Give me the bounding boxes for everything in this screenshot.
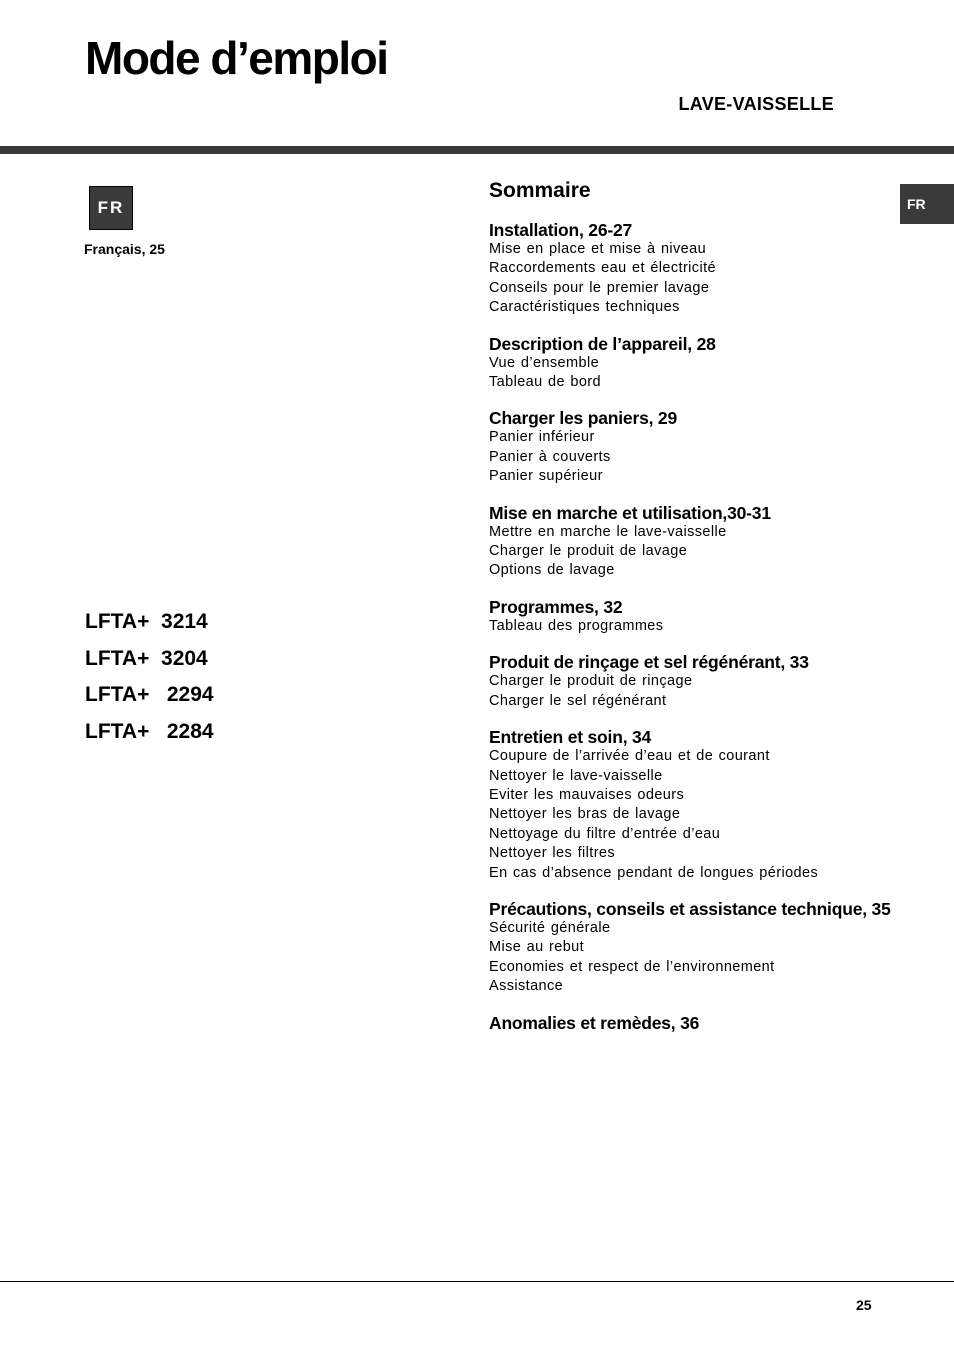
toc-section-title: Charger les paniers, 29 (489, 408, 677, 429)
toc-item: Charger le sel régénérant (489, 692, 667, 709)
toc-item: En cas d’absence pendant de longues périodes (489, 864, 819, 881)
toc-section (489, 1014, 929, 1033)
page-title: Mode d’emploi (85, 32, 388, 84)
language-caption: Français, 25 (84, 241, 165, 257)
language-badge: FR (89, 186, 133, 230)
toc-item: Nettoyer le lave-vaisselle (489, 767, 663, 784)
toc-section-title: Mise en marche et utilisation,30-31 (489, 502, 771, 523)
toc-section-title: Produit de rinçage et sel régénérant, 33 (489, 652, 809, 673)
toc-section (489, 335, 929, 393)
model-name: LFTA+ 3204 (85, 646, 208, 670)
toc-item: Sécurité générale (489, 919, 611, 936)
model-name: LFTA+ 3214 (85, 610, 208, 633)
toc-item: Tableau des programmes (489, 617, 664, 634)
language-side-tab: FR (900, 184, 954, 224)
toc-item: Eviter les mauvaises odeurs (489, 786, 685, 803)
toc-item: Options de lavage (489, 562, 615, 579)
toc-item: Mise en place et mise à niveau (489, 241, 707, 257)
page-number: 25 (856, 1297, 872, 1313)
toc-item: Tableau de bord (489, 374, 601, 391)
toc-section (489, 900, 929, 997)
toc-item: Raccordements eau et électricité (489, 260, 716, 277)
toc-section-title: Anomalies et remèdes, 36 (489, 1012, 700, 1033)
toc-section-title: Précautions, conseils et assistance technique, 35 (489, 898, 891, 919)
toc-section (489, 409, 929, 486)
toc-item: Vue d’ensemble (489, 354, 600, 371)
toc-item: Mettre en marche le lave-vaisselle (489, 523, 727, 540)
toc-item: Caractéristiques techniques (489, 299, 680, 316)
model-list (85, 604, 214, 750)
toc-item: Coupure de l’arrivée d’eau et de courant (489, 748, 770, 765)
product-type-label: LAVE-VAISSELLE (678, 94, 834, 114)
toc-section (489, 221, 929, 318)
toc-item: Economies et respect de l’environnement (489, 958, 775, 975)
header-divider (0, 146, 954, 154)
model-name: LFTA+ 2284 (85, 719, 214, 743)
toc-section-title: Description de l’appareil, 28 (489, 333, 716, 354)
toc-item: Nettoyer les filtres (489, 845, 616, 862)
table-of-contents (489, 178, 929, 1050)
toc-section-title: Programmes, 32 (489, 596, 623, 617)
toc-item: Panier à couverts (489, 448, 611, 465)
toc-sections (489, 221, 929, 1033)
toc-item: Panier supérieur (489, 468, 603, 485)
toc-item: Nettoyer les bras de lavage (489, 806, 681, 823)
toc-item: Conseils pour le premier lavage (489, 279, 710, 296)
toc-section (489, 598, 929, 636)
toc-title: Sommaire (489, 179, 591, 202)
toc-item: Assistance (489, 978, 564, 995)
footer-divider (0, 1281, 954, 1282)
toc-section (489, 504, 929, 581)
model-name: LFTA+ 2294 (85, 683, 214, 706)
toc-item: Panier inférieur (489, 429, 595, 446)
toc-section (489, 653, 929, 711)
toc-section-title: Installation, 26-27 (489, 220, 633, 240)
toc-item: Mise au rebut (489, 939, 585, 956)
toc-section-title: Entretien et soin, 34 (489, 727, 652, 748)
toc-section (489, 728, 929, 883)
toc-item: Charger le produit de rinçage (489, 673, 693, 690)
toc-item: Charger le produit de lavage (489, 543, 688, 560)
toc-item: Nettoyage du filtre d’entrée d’eau (489, 825, 721, 842)
